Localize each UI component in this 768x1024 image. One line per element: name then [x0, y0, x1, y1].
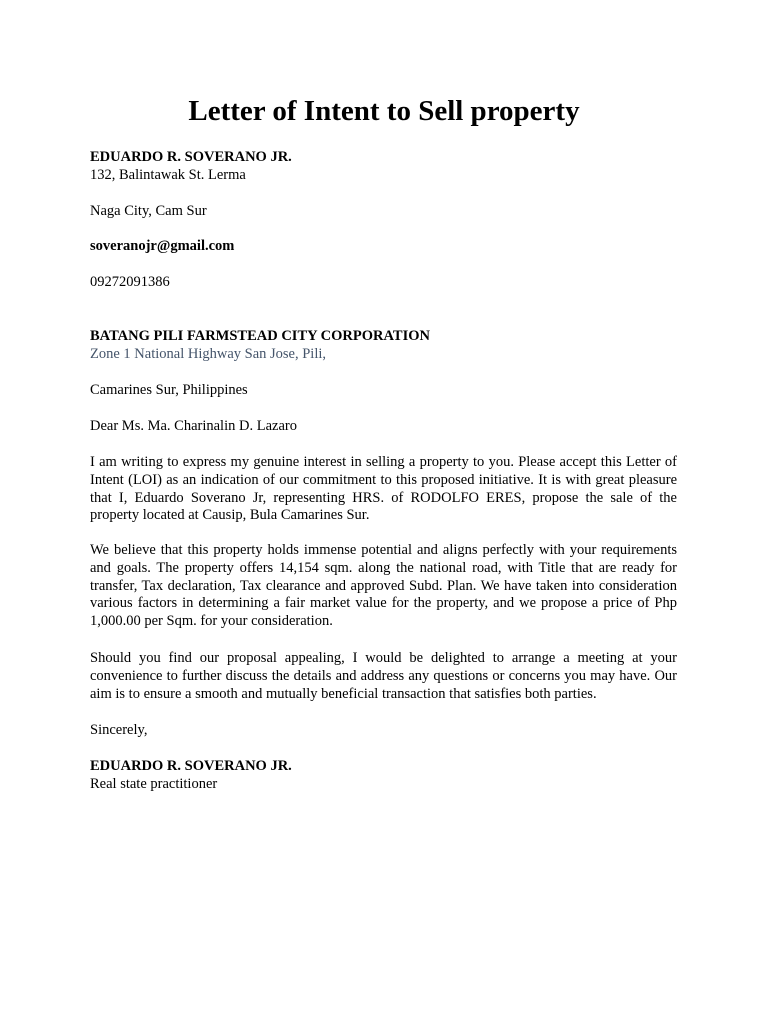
- sender-email: soveranojr@gmail.com: [90, 238, 235, 254]
- salutation: Dear Ms. Ma. Charinalin D. Lazaro: [90, 418, 297, 434]
- body-paragraph-3: Should you find our proposal appealing, I would be delighted to arrange a meeting at your convenience to further discuss the details and address any questions or concerns you may have. Our aim is to ensure a smooth and mutually beneficial transaction that satisfies both parties.: [90, 650, 677, 702]
- sender-phone: 09272091386: [90, 274, 170, 290]
- recipient-address-line2: Camarines Sur, Philippines: [90, 382, 248, 398]
- body-paragraph-1: I am writing to express my genuine interest in selling a property to you. Please accept this Letter of Intent (LOI) as an indication of our commitment to this proposed initiative. It is with great pleasure that I, Eduardo Soverano Jr, representing HRS. of RODOLFO ERES, propose the sale of the property located at Causip, Bula Camarines Sur.: [90, 454, 677, 524]
- recipient-address-line1: Zone 1 National Highway San Jose, Pili,: [90, 346, 327, 362]
- signature-role: Real state practitioner: [90, 776, 218, 792]
- recipient-company: BATANG PILI FARMSTEAD CITY CORPORATION: [90, 328, 430, 344]
- sender-name: EDUARDO R. SOVERANO JR.: [90, 149, 292, 165]
- closing: Sincerely,: [90, 722, 148, 738]
- signature-name: EDUARDO R. SOVERANO JR.: [90, 758, 292, 774]
- sender-address-line2: Naga City, Cam Sur: [90, 203, 207, 219]
- body-paragraph-2: We believe that this property holds immense potential and aligns perfectly with your requirements and goals. The property offers 14,154 sqm. along the national road, with Title that are ready for transfer, Tax declaration, Tax clearance and approved Subd. Plan. We have taken into consideration various factors in determining a fair market value for the property, and we propose a price of Php 1,000.00 per Sqm. for your consideration.: [90, 542, 677, 630]
- document-title: Letter of Intent to Sell property: [188, 95, 580, 127]
- sender-address-line1: 132, Balintawak St. Lerma: [90, 167, 246, 183]
